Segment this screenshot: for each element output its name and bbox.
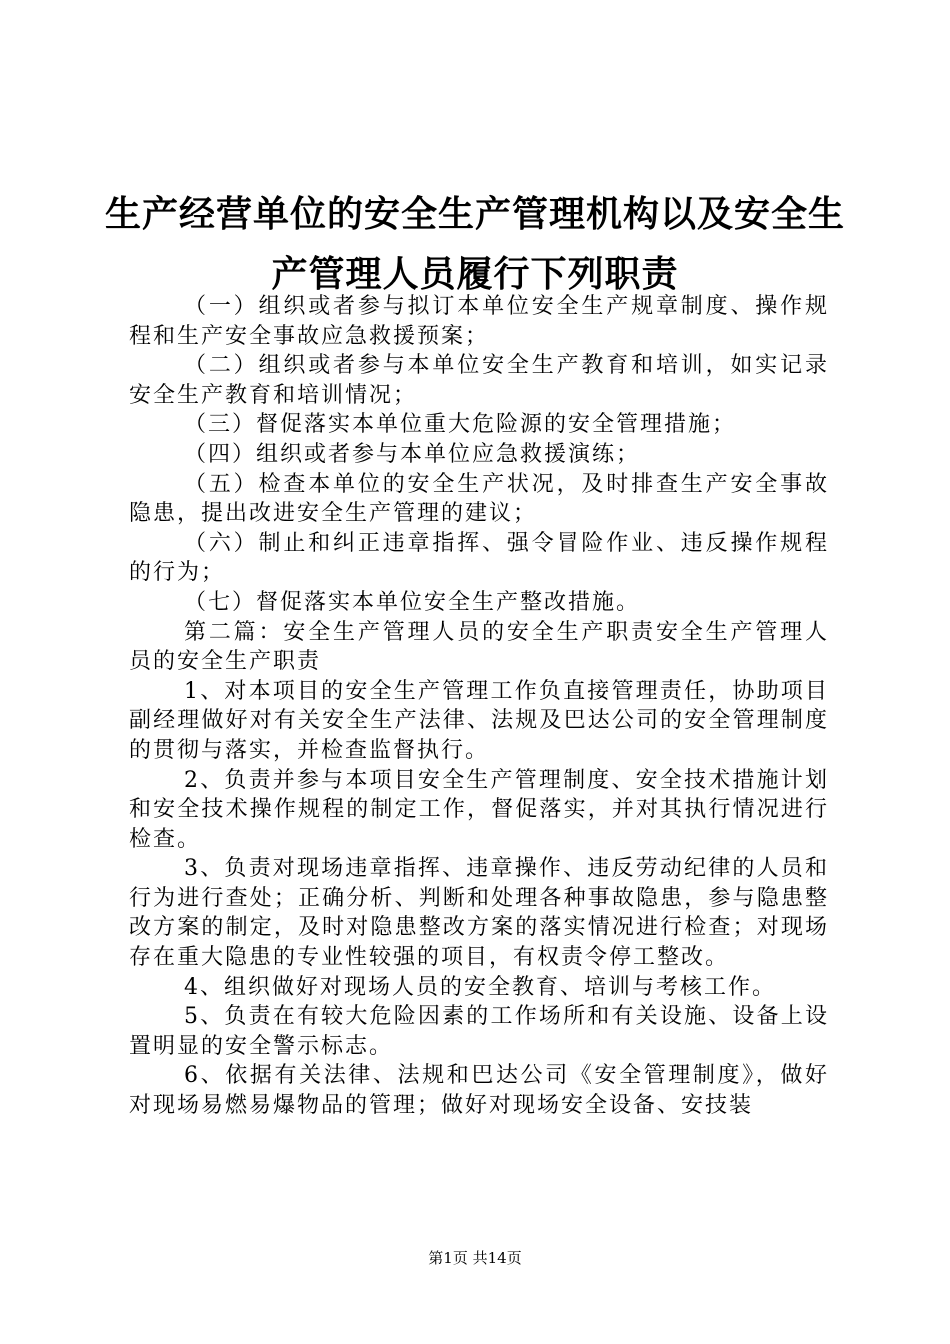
duty-item-6: 6、依据有关法律、法规和巴达公司《安全管理制度》，做好对现场易燃易爆物品的管理；做好对现场安全设备、安技装: [129, 1063, 829, 1119]
duty-item-5: 5、负责在有较大危险因素的工作场所和有关设施、设备上设置明显的安全警示标志。: [129, 1004, 829, 1059]
duty-item-2: 2、负责并参与本项目安全生产管理制度、安全技术措施计划和安全技术操作规程的制定工作，督促落实，并对其执行情况进行检查。: [129, 767, 829, 852]
paragraph-7: （七）督促落实本单位安全生产整改措施。: [184, 589, 641, 615]
paragraph-4: （四）组织或者参与本单位应急救援演练；: [184, 441, 641, 467]
section-heading: 第二篇：安全生产管理人员的安全生产职责安全生产管理人员的安全生产职责: [129, 619, 829, 675]
document-title-line-2: 产管理人员履行下列职责: [271, 253, 679, 295]
duty-item-4: 4、组织做好对现场人员的安全教育、培训与考核工作。: [184, 974, 776, 1000]
document-title-line-1: 生产经营单位的安全生产管理机构以及安全生: [104, 193, 845, 235]
paragraph-2: （二）组织或者参与本单位安全生产教育和培训，如实记录安全生产教育和培训情况；: [129, 353, 829, 408]
duty-item-3: 3、负责对现场违章指挥、违章操作、违反劳动纪律的人员和行为进行查处；正确分析、判断和处理各种事故隐患，参与隐患整改方案的制定，及时对隐患整改方案的落实情况进行检查；对现场存在重大隐患的专业性较强的项目，有权责令停工整改。: [129, 856, 829, 971]
paragraph-5: （五）检查本单位的安全生产状况，及时排查生产安全事故隐患，提出改进安全生产管理的建议；: [129, 471, 829, 527]
paragraph-6: （六）制止和纠正违章指挥、强令冒险作业、违反操作规程的行为；: [129, 530, 829, 586]
duty-item-1: 1、对本项目的安全生产管理工作负直接管理责任，协助项目副经理做好对有关安全生产法律、法规及巴达公司的安全管理制度的贯彻与落实，并检查监督执行。: [129, 678, 829, 763]
paragraph-3: （三）督促落实本单位重大危险源的安全管理措施；: [184, 412, 737, 438]
paragraph-1: （一）组织或者参与拟订本单位安全生产规章制度、操作规程和生产安全事故应急救援预案；: [129, 294, 829, 349]
document-body: [129, 292, 829, 1121]
page-number-footer: 第1页 共14页: [428, 1249, 522, 1267]
